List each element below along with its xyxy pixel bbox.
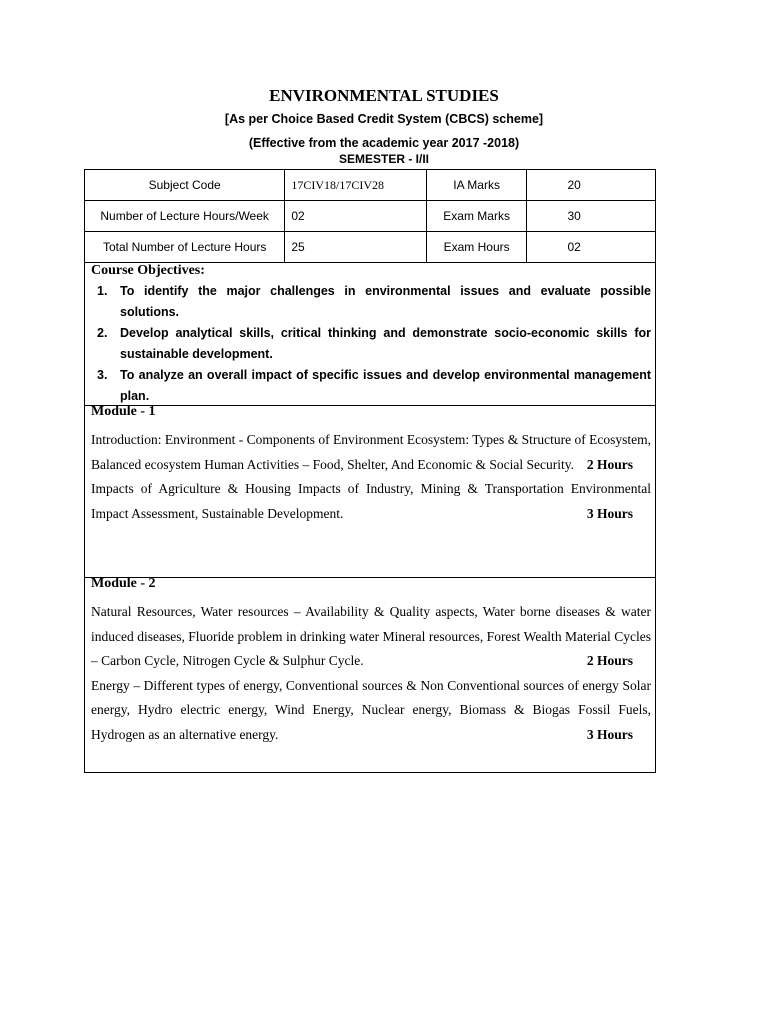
paragraph-text: Introduction: Environment - Components of Environment Ecosystem: Types & Structure of Ecosystem, Balanced ecosystem Human Activities – Food, Shelter, And Economic & Social Security. (91, 432, 651, 472)
module-body (91, 600, 651, 747)
list-item-text: To analyze an overall impact of specific issues and develop environmental management plan. (120, 368, 651, 403)
cell-label: Subject Code (85, 170, 285, 201)
objectives-list (91, 281, 651, 407)
module-heading: Module - 1 (91, 404, 156, 419)
semester-label: SEMESTER - I/II (338, 152, 429, 166)
list-item-text: To identify the major challenges in environmental issues and evaluate possible solutions. (120, 284, 651, 319)
cell-label: Exam Marks (426, 201, 527, 232)
cell-value: 02 (285, 201, 427, 232)
cell-value: 20 (527, 170, 655, 201)
document-title: ENVIRONMENTAL STUDIES (269, 86, 499, 105)
module-paragraph (91, 477, 651, 526)
objectives-heading: Course Objectives: (91, 263, 205, 278)
cell-label: Number of Lecture Hours/Week (85, 201, 285, 232)
module-2-section (85, 578, 655, 772)
table-row (85, 170, 655, 201)
module-paragraph (91, 674, 651, 748)
hours-label: 2 Hours (586, 456, 633, 472)
syllabus-frame (84, 169, 656, 773)
list-number: 2. (97, 326, 108, 340)
list-number: 1. (97, 284, 108, 298)
module-body (91, 428, 651, 526)
list-item (91, 281, 651, 323)
cell-value: 17CIV18/17CIV28 (285, 170, 427, 201)
cell-value: 25 (285, 232, 427, 263)
paragraph-text: Impacts of Agriculture & Housing Impacts of Industry, Mining & Transportation Environmental Impact Assessment, Sustainable Development. (91, 481, 651, 521)
table-row (85, 232, 655, 263)
cell-value: 02 (527, 232, 655, 263)
scheme-subtitle: [As per Choice Based Credit System (CBCS) scheme] (224, 112, 544, 126)
list-item (91, 365, 651, 407)
cell-label: Total Number of Lecture Hours (85, 232, 285, 263)
module-1-section (85, 406, 655, 578)
paragraph-text: Energy – Different types of energy, Conventional sources & Non Conventional sources of energy Solar energy, Hydro electric energy, Wind Energy, Nuclear energy, Biomass & Biogas Fossil Fuels, Hydrogen as an alternative energy. (91, 677, 651, 742)
cell-value: 30 (527, 201, 655, 232)
effective-year-subtitle: (Effective from the academic year 2017 -2018) (248, 136, 520, 150)
hours-label: 2 Hours (586, 653, 633, 668)
table-row (85, 201, 655, 232)
subject-info-table (85, 170, 655, 263)
hours-label: 3 Hours (586, 505, 633, 521)
module-paragraph (91, 428, 651, 477)
module-paragraph (91, 600, 651, 674)
list-number: 3. (97, 368, 108, 382)
list-item (91, 323, 651, 365)
course-objectives (85, 261, 655, 406)
module-heading: Module - 2 (91, 576, 156, 591)
cell-label: Exam Hours (426, 232, 527, 263)
cell-label: IA Marks (426, 170, 527, 201)
paragraph-text: Natural Resources, Water resources – Availability & Quality aspects, Water borne diseases & water induced diseases, Fluoride problem in drinking water Mineral resources, Forest Wealth Material Cycles – Carbon Cycle, Nitrogen Cycle & Sulphur Cycle. (91, 604, 651, 668)
list-item-text: Develop analytical skills, critical thinking and demonstrate socio-economic skills for sustainable development. (120, 326, 651, 361)
hours-label: 3 Hours (586, 726, 633, 742)
